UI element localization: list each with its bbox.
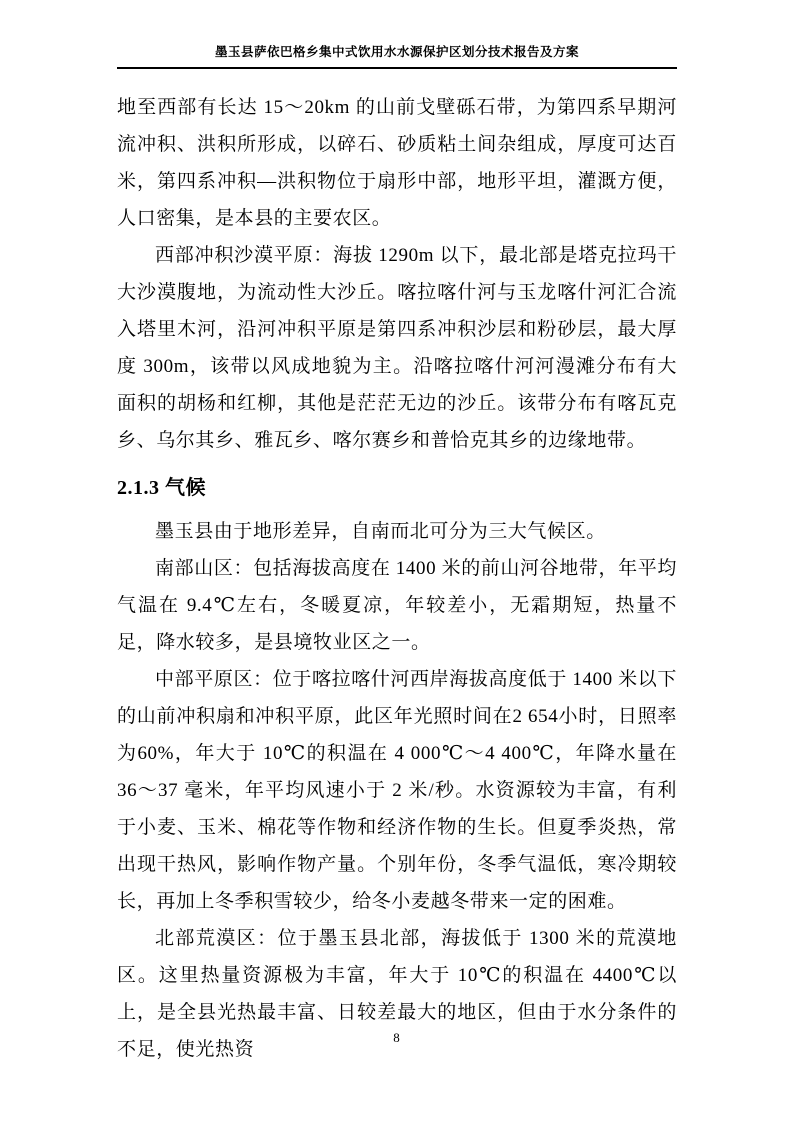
page-footer [0, 1030, 793, 1046]
section-heading-climate: 2.1.3 气候 [117, 477, 206, 499]
paragraph-intro-continued: 地至西部有长达 15～20km 的山前戈壁砾石带，为第四系早期河流冲积、洪积所形成，以碎石、砂质粘土间杂组成，厚度可达百米，第四系冲积—洪积物位于扇形中部，地形平坦，灌溉方便，人口密集，是本县的主要农区。 [117, 97, 677, 229]
paragraph-west-plain: 西部冲积沙漠平原：海拔 1290m 以下，最北部是塔克拉玛干大沙漠腹地，为流动性大沙丘。喀拉喀什河与玉龙喀什河汇合流入塔里木河，沿河冲积平原是第四系冲积沙层和粉砂层，最大厚度 300m，该带以风成地貌为主。沿喀拉喀什河河漫滩分布有大面积的胡杨和红柳，其他是茫茫无边的沙丘。该带分布有喀瓦克乡、乌尔其乡、雅瓦乡、喀尔赛乡和普恰克其乡的边缘地带。 [117, 245, 677, 451]
page-number: 8 [393, 1030, 400, 1045]
paragraph-north-desert: 北部荒漠区：位于墨玉县北部，海拔低于 1300 米的荒漠地区。这里热量资源极为丰富，年大于 10℃的积温在 4400℃以上，是全县光热最丰富、日较差最大的地区，但由于水分条件的不足，使光热资 [117, 928, 677, 1060]
paragraph-central-plain: 中部平原区：位于喀拉喀什河西岸海拔高度低于 1400 米以下的山前冲积扇和冲积平原，此区年光照时间在2 654小时，日照率为60%，年大于 10℃的积温在 4 000℃～4 400℃，年降水量在 36～37 毫米，年平均风速小于 2 米/秒。水资源较为丰富，有利于小麦、玉米、棉花等作物和经济作物的生长。但夏季炎热，常出现干热风，影响作物产量。个别年份，冬季气温低，寒冷期较长，再加上冬季积雪较少，给冬小麦越冬带来一定的困难。 [117, 669, 677, 912]
paragraph-climate-overview: 墨玉县由于地形差异，自南而北可分为三大气候区。 [155, 521, 606, 542]
page-header [117, 44, 677, 69]
header-title: 墨玉县萨依巴格乡集中式饮用水水源保护区划分技术报告及方案 [214, 45, 579, 59]
paragraph-south-mountain: 南部山区：包括海拔高度在 1400 米的前山河谷地带，年平均气温在 9.4℃左右，冬暖夏凉，年较差小，无霜期短，热量不足，降水较多，是县境牧业区之一。 [117, 558, 677, 653]
document-body [117, 89, 677, 1068]
